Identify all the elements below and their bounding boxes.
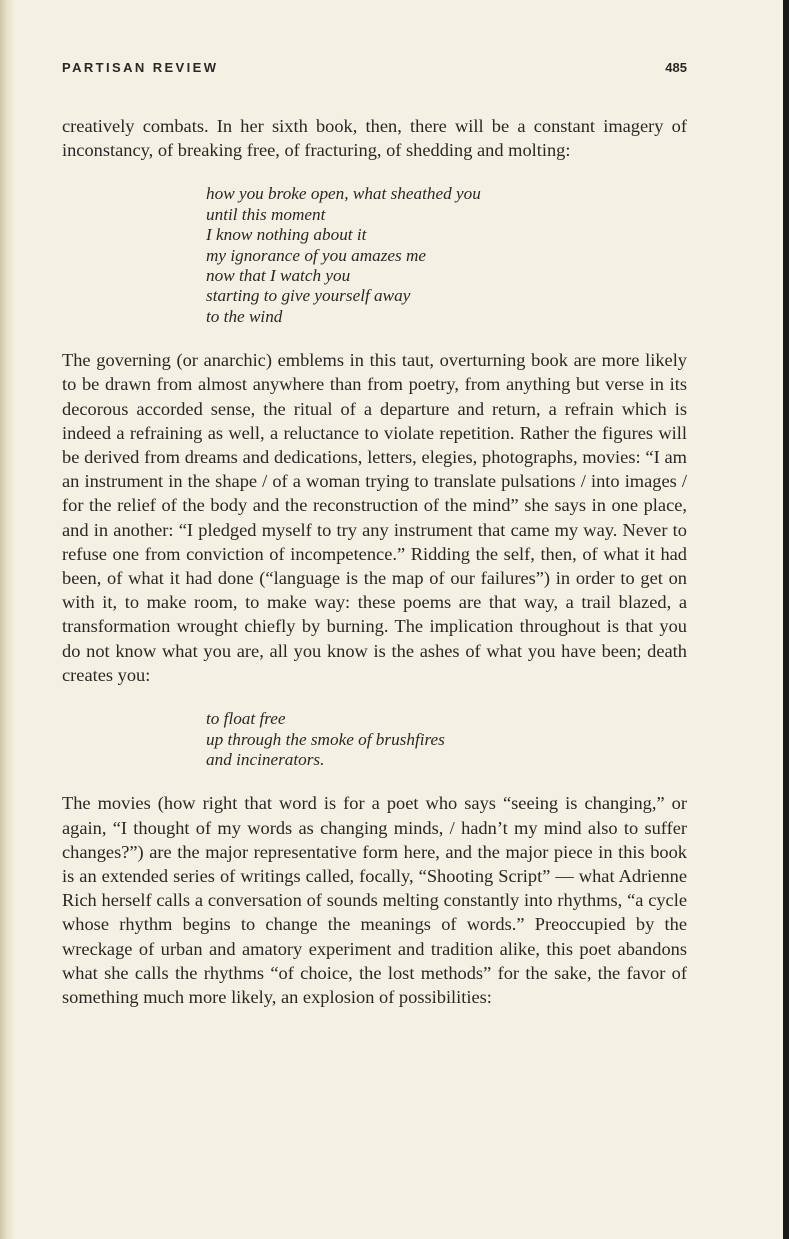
verse-line: to float free [206, 709, 286, 729]
book-page [62, 60, 687, 1009]
paragraph-2: The governing (or anarchic) emblems in this taut, overturning book are more likely to be drawn from almost anywhere than from poetry, from anything but verse in its decorous accorded sense, the ritual of a departure and return, a refrain which is indeed a refraining as well, a reluctance to violate repetition. Rather the figures will be derived from dreams and dedications, letters, elegies, photographs, movies: “I am an instrument in the shape / of a woman trying to translate pulsations / into images / for the relief of the body and the reconstruction of the mind” she says in one place, and in another: “I pledged myself to try any instrument that came my way. Never to refuse one from conviction of incompetence.” Ridding the self, then, of what it had been, of what it had done (“language is the map of our failures”) in order to get on with it, to make room, to make way: these poems are that way, a trail blazed, a transformation wrought chiefly by burning. The implication throughout is that you do not know what you are, all you know is the ashes of what you have been; death creates you: [62, 350, 687, 685]
running-title: PARTISAN REVIEW [62, 60, 219, 75]
verse-quote-2 [206, 709, 687, 770]
verse-line: now that I watch you [206, 266, 351, 286]
paragraph-3: The movies (how right that word is for a poet who says “seeing is changing,” or again, “I thought of my words as changing minds, / hadn’t my mind also to suffer changes?”) are the major representative form here, and the major piece in this book is an extended series of writings called, focally, “Shooting Script” — what Adrienne Rich herself calls a conversation of sounds melting constantly into rhythms, “a cycle whose rhythm begins to change the meanings of words.” Preoccupied by the wreckage of urban and amatory experiment and tradition alike, this poet abandons what she calls the rhythms “of choice, the lost methods” for the sake, the favor of something much more likely, an explosion of possibilities: [62, 793, 687, 1007]
running-head [62, 60, 687, 90]
page-right-edge [783, 0, 789, 1239]
verse-line: to the wind [206, 306, 283, 326]
paragraph-1: creatively combats. In her sixth book, then, there will be a constant imagery of inconstancy, of breaking free, of fracturing, of shedding and molting: [62, 116, 687, 161]
verse-line: my ignorance of you amazes me [206, 245, 427, 265]
verse-line: starting to give yourself away [206, 286, 411, 306]
page-number: 485 [665, 60, 687, 75]
verse-line: up through the smoke of brushfires [206, 729, 445, 749]
verse-line: how you broke open, what sheathed you [206, 184, 481, 204]
verse-line: I know nothing about it [206, 225, 367, 245]
verse-line: and incinerators. [206, 749, 325, 769]
page-gutter-shadow [0, 0, 14, 1239]
verse-quote-1 [206, 184, 687, 327]
verse-line: until this moment [206, 204, 326, 224]
